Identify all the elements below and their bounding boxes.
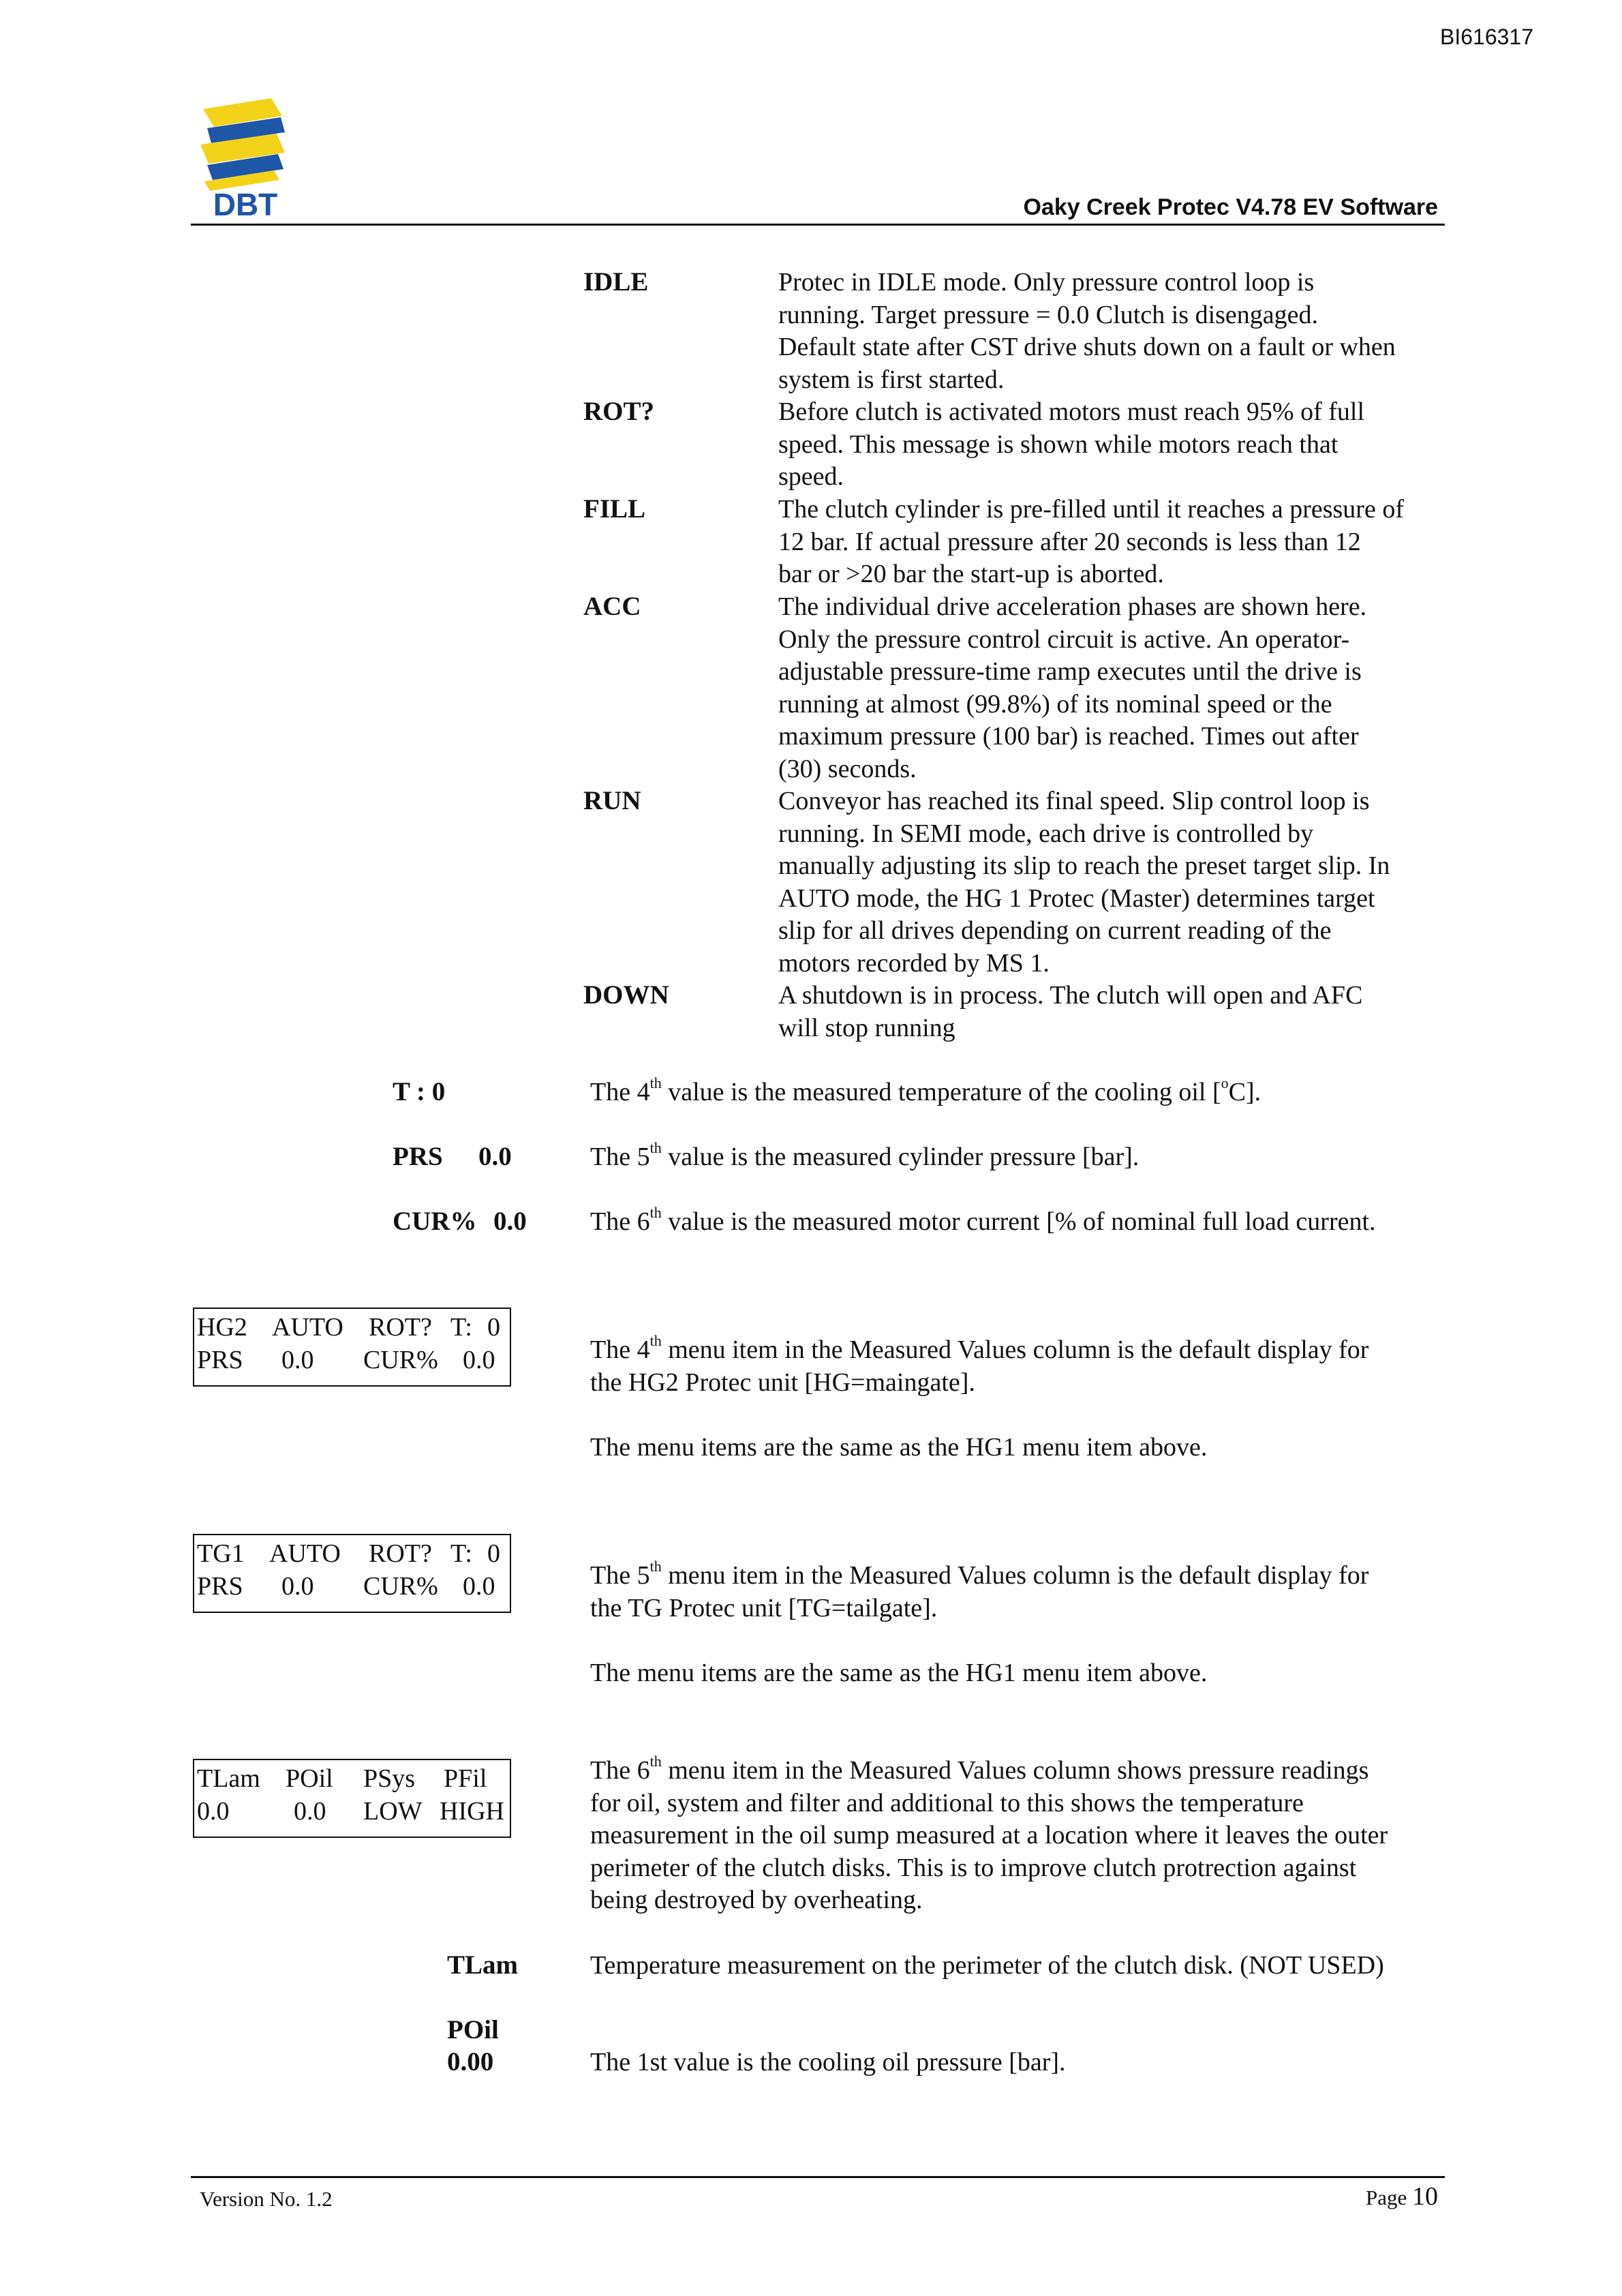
tlam-desc: Temperature measurement on the perimeter of the clutch disk. (NOT USED)	[590, 1951, 1384, 1980]
footer-page: Page 10	[1365, 2182, 1438, 2211]
menu-note-tg1: The menu items are the same as the HG1 menu item above.	[590, 1659, 1208, 1687]
poil-desc: The 1st value is the cooling oil pressure [bar].	[590, 2048, 1066, 2076]
state-label-run: RUN	[583, 786, 641, 815]
menu-note-hg2: The menu items are the same as the HG1 menu item above.	[590, 1433, 1208, 1462]
footer-rule	[191, 2176, 1445, 2178]
poil-label: POil	[447, 2015, 499, 2044]
state-desc-down: A shutdown is in process. The clutch will open and AFC will stop running	[778, 981, 1363, 1042]
display-oil: TLam POil PSys PFil 0.0 0.0 LOW HIGH	[193, 1759, 511, 1838]
state-desc-fill: The clutch cylinder is pre-filled until it reaches a pressure of 12 bar. If actual pressure after 20 seconds is less than 12 bar or >20 bar the start-up is aborted.	[778, 495, 1404, 589]
menu-desc-tg1: The 5th menu item in the Measured Values column is the default display for the TG Protec unit [TG=tailgate].	[590, 1558, 1369, 1622]
display-tg1: TG1 AUTO ROT? T: 0 PRS 0.0 CUR% 0.0	[193, 1534, 511, 1613]
value-desc-temp: The 4th value is the measured temperature of the cooling oil [$^o$C].	[590, 1074, 1261, 1106]
value-label-prs: PRS	[393, 1142, 443, 1171]
value-label-cur: CUR%	[393, 1207, 477, 1236]
dbt-logo	[198, 97, 293, 220]
state-label-idle: IDLE	[583, 267, 649, 297]
page-number: 10	[1412, 2182, 1438, 2211]
state-label-fill: FILL	[583, 494, 646, 524]
display-hg2: HG2 AUTO ROT? T: 0 PRS 0.0 CUR% 0.0	[193, 1308, 511, 1387]
state-desc-acc: The individual drive acceleration phases are shown here. Only the pressure control circuit is active. An operator- adjustable pressure-time ramp executes until the drive is running at almost (99.8%) of its nominal speed or the maximum pressure (100 bar) is reached. Times out after (30) seconds.	[778, 592, 1367, 783]
logo-text: DBT	[213, 187, 278, 220]
value-label-prs-value: 0.0	[478, 1142, 512, 1171]
header-title: Oaky Creek Protec V4.78 EV Software	[1023, 194, 1438, 220]
footer-version: Version No. 1.2	[200, 2187, 333, 2211]
value-label-temp: T : 0	[393, 1077, 446, 1106]
tlam-label: TLam	[447, 1950, 519, 1980]
document-id: BI616317	[1439, 25, 1533, 49]
value-desc-cur: The 6th value is the measured motor current [% of nominal full load current.	[590, 1204, 1376, 1236]
state-desc-idle: Protec in IDLE mode. Only pressure control loop is running. Target pressure = 0.0 Clutch is disengaged. Default state after CST drive shuts down on a fault or when system is first started.	[778, 268, 1396, 394]
value-label-cur-value: 0.0	[493, 1207, 527, 1236]
poil-value: 0.00	[447, 2047, 494, 2076]
dbt-logo-icon	[198, 97, 293, 220]
state-label-rot: ROT?	[583, 397, 655, 426]
header-rule	[191, 224, 1445, 226]
state-label-acc: ACC	[583, 592, 641, 621]
state-desc-run: Conveyor has reached its final speed. Slip control loop is running. In SEMI mode, each drive is controlled by manually adjusting its slip to reach the preset target slip. In AUTO mode, the HG 1 Protec (Master) determines target slip for all drives depending on current reading of the motors recorded by MS 1.	[778, 787, 1390, 978]
state-label-down: DOWN	[583, 980, 669, 1010]
state-desc-rot: Before clutch is activated motors must reach 95% of full speed. This message is shown while motors reach that speed.	[778, 397, 1365, 492]
menu-desc-oil: The 6th menu item in the Measured Values column shows pressure readings for oil, system and filter and additional to this shows the temperature measurement in the oil sump measured at a location where it leaves the outer perimeter of the clutch disks. This is to improve clutch protrection against being destroyed by overheating.	[590, 1753, 1388, 1915]
menu-desc-hg2: The 4th menu item in the Measured Values column is the default display for the HG2 Protec unit [HG=maingate].	[590, 1332, 1369, 1397]
value-desc-prs: The 5th value is the measured cylinder pressure [bar].	[590, 1139, 1139, 1171]
